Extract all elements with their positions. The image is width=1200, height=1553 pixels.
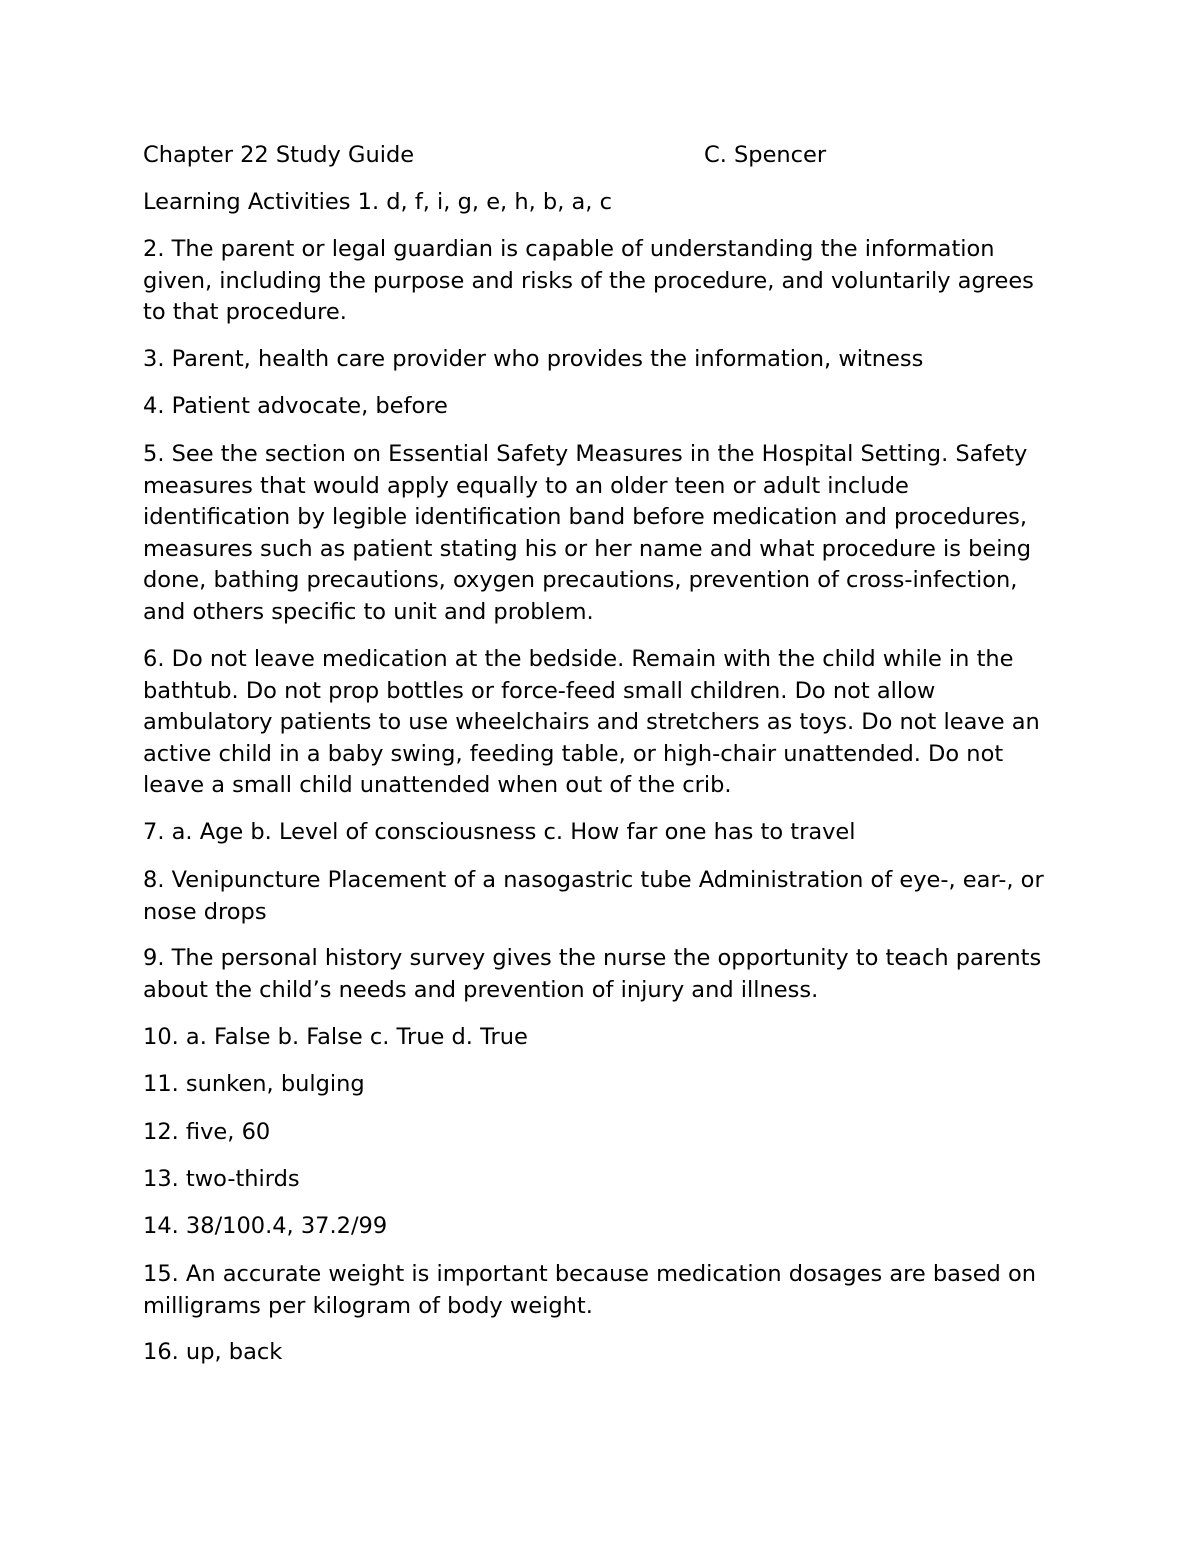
answer-14: 14. 38/100.4, 37.2/99: [143, 1213, 388, 1239]
answer-15: 15. An accurate weight is important because medication dosages are based on milligrams per kilogram of body weight.: [143, 1261, 1036, 1319]
answer-7: 7. a. Age b. Level of consciousness c. How far one has to travel: [143, 819, 856, 845]
answer-13: 13. two-thirds: [143, 1166, 300, 1192]
document-title: Chapter 22 Study Guide: [143, 142, 415, 168]
answer-11: 11. sunken, bulging: [143, 1071, 365, 1097]
answer-10: 10. a. False b. False c. True d. True: [143, 1024, 528, 1050]
answer-4: 4. Patient advocate, before: [143, 393, 448, 419]
answer-2: 2. The parent or legal guardian is capable of understanding the information given, including the purpose and risks of the procedure, and voluntarily agrees to that procedure.: [143, 236, 1034, 325]
answer-5: 5. See the section on Essential Safety Measures in the Hospital Setting. Safety measures that would apply equally to an older teen or adult include identification by legible identification band before medication and procedures, measures such as patient stating his or her name and what procedure is being done, bathing precautions, oxygen precautions, prevention of cross-infection, and others specific to unit and problem.: [143, 441, 1032, 625]
answer-16: 16. up, back: [143, 1339, 283, 1365]
answer-3: 3. Parent, health care provider who provides the information, witness: [143, 346, 924, 372]
document-header: [143, 140, 1063, 172]
answer-12: 12. five, 60: [143, 1119, 271, 1145]
answer-9: 9. The personal history survey gives the nurse the opportunity to teach parents about the child’s needs and prevention of injury and illness.: [143, 945, 1042, 1003]
answer-6: 6. Do not leave medication at the bedside. Remain with the child while in the bathtub. Do not prop bottles or force-feed small children. Do not allow ambulatory patients to use wheelchairs and stretchers as toys. Do not leave an active child in a baby swing, feeding table, or high-chair unattended. Do not leave a small child unattended when out of the crib.: [143, 646, 1040, 798]
document-author: C. Spencer: [704, 142, 827, 168]
answer-8: 8. Venipuncture Placement of a nasogastric tube Administration of eye-, ear-, or nose drops: [143, 867, 1044, 925]
answer-learning-activities-1: Learning Activities 1. d, f, i, g, e, h, b, a, c: [143, 189, 612, 215]
